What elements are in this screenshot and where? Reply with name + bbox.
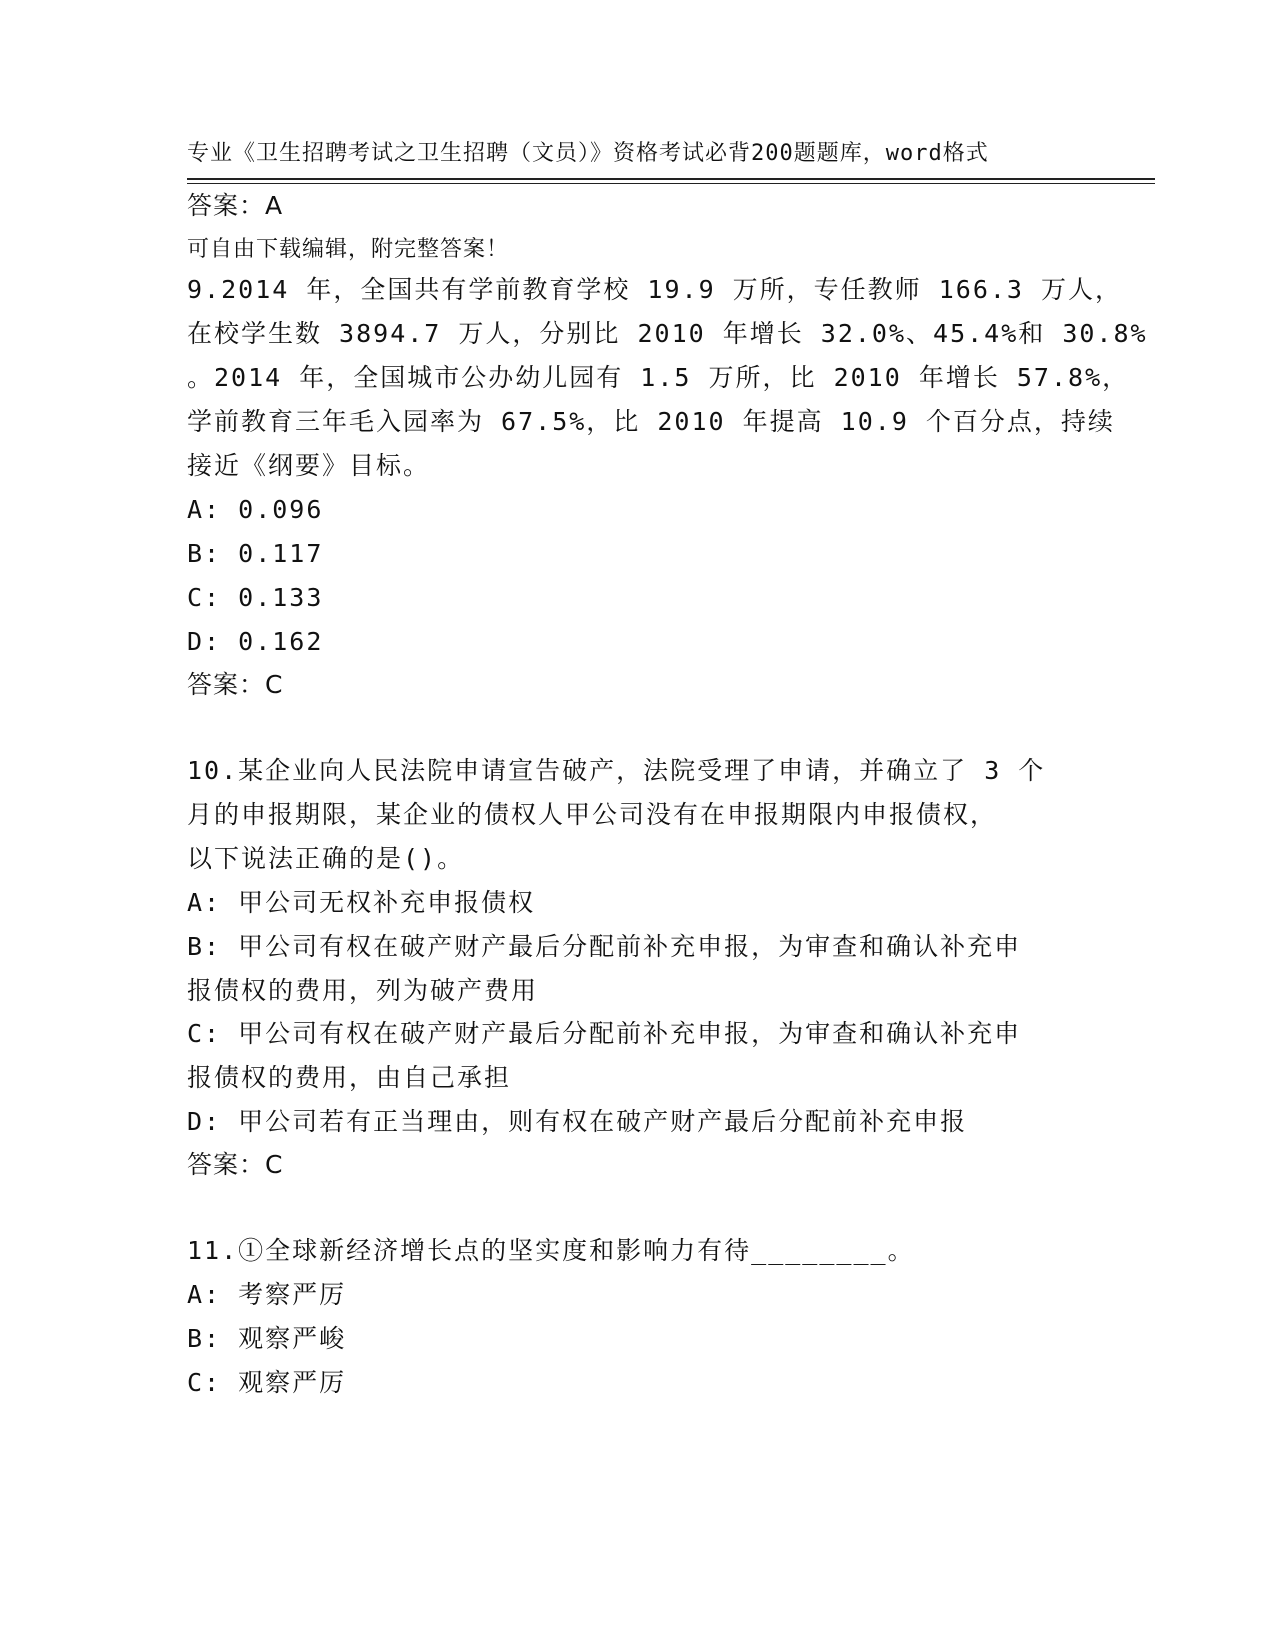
q9-stem-line-2: 在校学生数 3894.7 万人，分别比 2010 年增长 32.0%、45.4%和 30.8% bbox=[187, 319, 1148, 348]
q11-option-a: A: 考察严厉 bbox=[187, 1280, 347, 1309]
q10-option-b-line-1: B: 甲公司有权在破产财产最后分配前补充申报，为审查和确认补充申 bbox=[187, 932, 1022, 961]
q10-option-a: A: 甲公司无权补充申报债权 bbox=[187, 888, 536, 917]
header-line-1: 专业《卫生招聘考试之卫生招聘（文员）》资格考试必背200题题库，word格式 bbox=[187, 141, 989, 166]
q10-option-b-line-2: 报债权的费用，列为破产费用 bbox=[187, 976, 539, 1005]
q11-stem-line-1: 11.①全球新经济增长点的坚实度和影响力有待________。 bbox=[187, 1236, 915, 1265]
answer-q9: 答案：C bbox=[187, 670, 284, 699]
q10-option-d: D: 甲公司若有正当理由，则有权在破产财产最后分配前补充申报 bbox=[187, 1107, 968, 1136]
q9-option-b: B: 0.117 bbox=[187, 539, 324, 568]
answer-q8: 答案：A bbox=[187, 191, 284, 220]
q9-option-d: D: 0.162 bbox=[187, 627, 324, 656]
header-line-2: 可自由下载编辑，附完整答案！ bbox=[187, 237, 510, 262]
q9-stem-line-1: 9.2014 年，全国共有学前教育学校 19.9 万所，专任教师 166.3 万人， bbox=[187, 275, 1123, 304]
q9-stem-line-5: 接近《纲要》目标。 bbox=[187, 451, 431, 480]
q10-option-c-line-2: 报债权的费用，由自己承担 bbox=[187, 1063, 512, 1092]
q9-stem-line-4: 学前教育三年毛入园率为 67.5%，比 2010 年提高 10.9 个百分点，持续 bbox=[187, 407, 1115, 436]
q9-option-c: C: 0.133 bbox=[187, 583, 324, 612]
document-header bbox=[187, 74, 1067, 298]
q10-stem-line-1: 10.某企业向人民法院申请宣告破产，法院受理了申请，并确立了 3 个 bbox=[187, 756, 1046, 785]
answer-q10: 答案：C bbox=[187, 1150, 284, 1179]
q10-option-c-line-1: C: 甲公司有权在破产财产最后分配前补充申报，为审查和确认补充申 bbox=[187, 1019, 1022, 1048]
q10-stem-line-2: 月的申报期限，某企业的债权人甲公司没有在申报期限内申报债权， bbox=[187, 800, 998, 829]
q9-option-a: A: 0.096 bbox=[187, 495, 324, 524]
q11-option-c: C: 观察严厉 bbox=[187, 1368, 347, 1397]
header-divider-thick bbox=[187, 178, 1155, 180]
q9-stem-line-3: 。2014 年，全国城市公办幼儿园有 1.5 万所，比 2010 年增长 57.8%， bbox=[187, 363, 1130, 392]
q11-option-b: B: 观察严峻 bbox=[187, 1324, 347, 1353]
q10-stem-line-3: 以下说法正确的是()。 bbox=[187, 844, 465, 873]
header-divider-thin bbox=[187, 183, 1155, 184]
